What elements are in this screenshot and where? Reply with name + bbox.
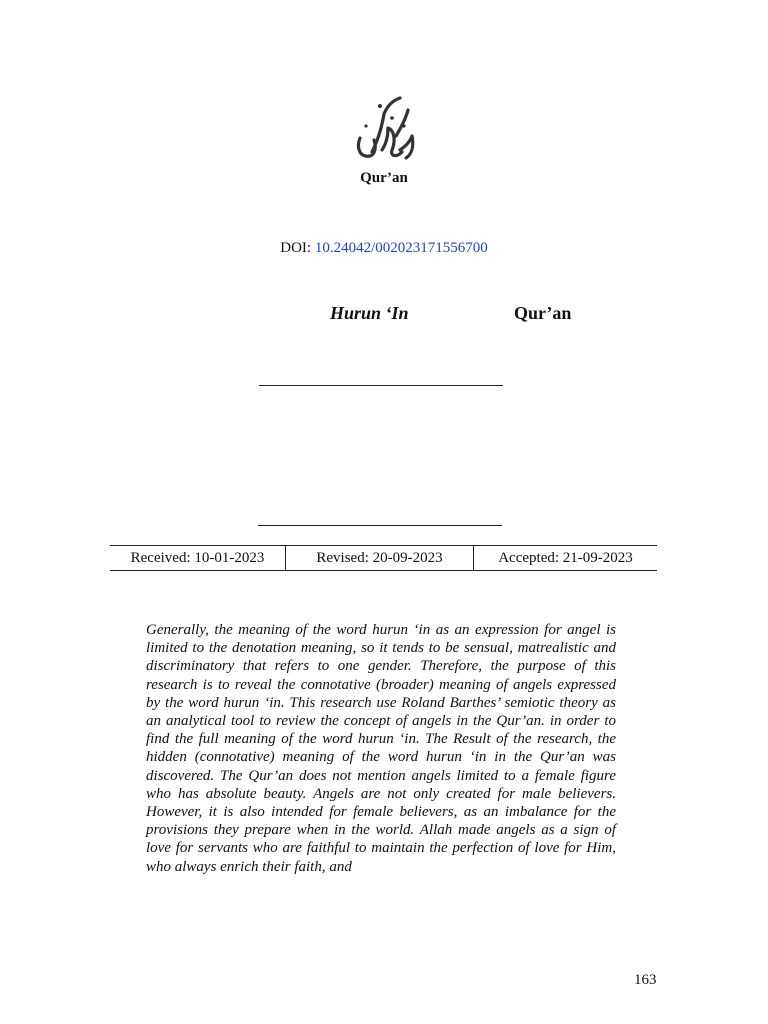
doi-link[interactable]: 10.24042/002023171556700 — [314, 240, 488, 256]
abstract-text: Generally, the meaning of the word hurun ‘in as an expression for angel is limited to the denotation meaning, so it tends to be sensual, matrealistic and discriminatory that refers to one gender. Therefore, the purpose of this research is to reveal the connotative (broader) meaning of angels expressed by the word hurun ‘in. This research use Roland Barthes’ semiotic theory as an analytical tool to review the concept of angels in the Qur’an. in order to find the full meaning of the word hurun ‘in. The Result of the research, the hidden (connotative) meaning of the word hurun ‘in in the Qur’an was discovered. The Qur’an does not mention angels limited to a female figure who has absolute beauty. Angels are not only created for male believers. However, it is also intended for female believers, as an imbalance for the provisions they prepare when in the world. Allah made angels as a sign of love for servants who are faithful to maintain the perfection of love for Him, who always enrich their faith, and — [146, 622, 616, 875]
article-title-italic: Hurun ‘In — [330, 303, 409, 323]
journal-name: Qur’an — [360, 170, 408, 186]
arabic-calligraphy-logo-icon — [352, 96, 418, 164]
received-date: Received: 10-01-2023 — [110, 546, 286, 570]
author-divider-bottom — [258, 525, 502, 526]
author-divider-top — [259, 385, 503, 386]
doi-line — [0, 240, 768, 257]
page-number: 163 — [634, 972, 657, 988]
doi-label: DOI: — [280, 240, 315, 256]
article-dates-table — [110, 545, 657, 571]
article-title-bold: Qur’an — [514, 303, 572, 323]
accepted-date: Accepted: 21-09-2023 — [498, 549, 633, 566]
revised-date: Revised: 20-09-2023 — [286, 546, 474, 570]
